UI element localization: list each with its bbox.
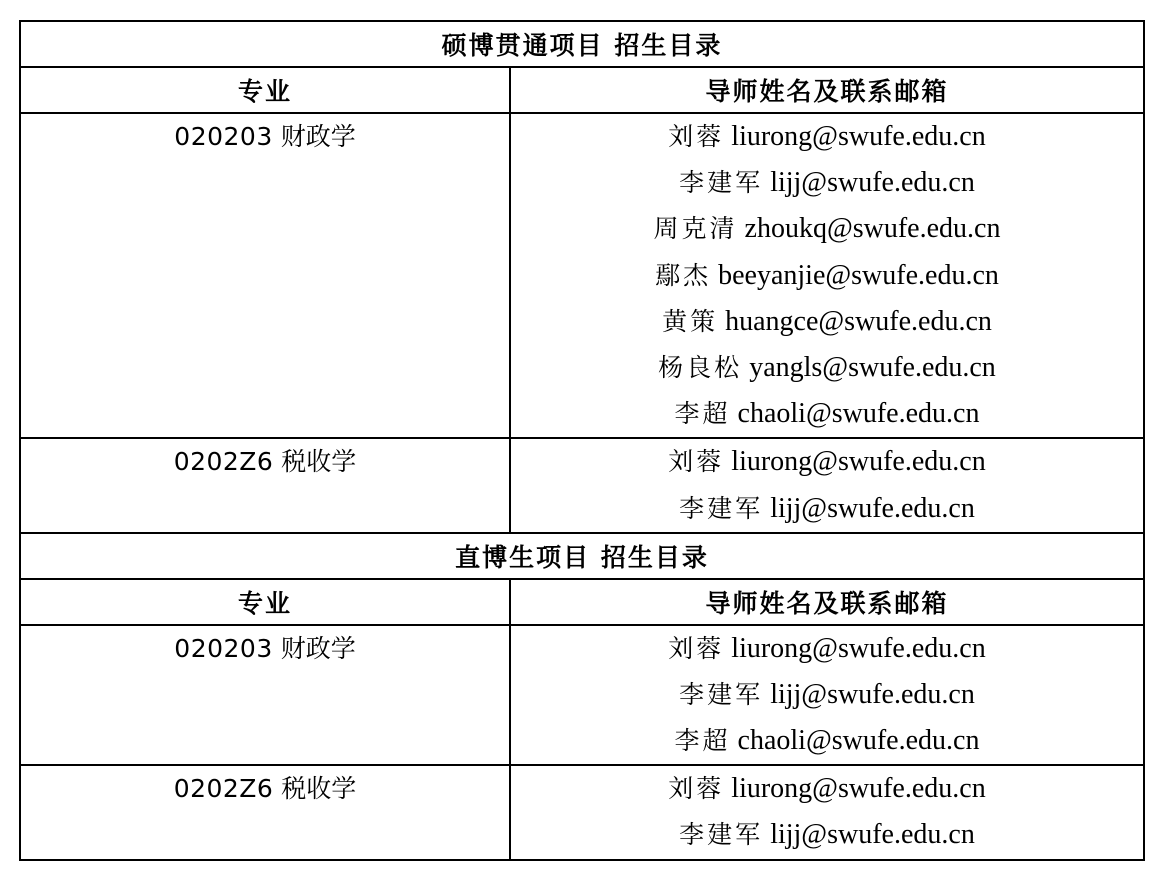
tutor-name: 黄策 [662, 306, 719, 336]
tutor-name: 杨良松 [658, 352, 743, 382]
tutor-name: 李建军 [679, 168, 764, 198]
tutor-name: 李超 [674, 399, 731, 429]
tutor-entry [511, 626, 1143, 672]
major-code: 0202Z6 [173, 447, 274, 477]
tutor-name: 刘蓉 [668, 774, 725, 804]
tutor-email-link[interactable]: chaoli@swufe.edu.cn [737, 398, 980, 430]
tutor-entry [511, 766, 1143, 812]
table-row [20, 765, 1144, 859]
major-column-header: 专业 [20, 579, 510, 625]
tutor-email-link[interactable]: liurong@swufe.edu.cn [731, 446, 986, 478]
tutors-column-header: 导师姓名及联系邮箱 [510, 579, 1144, 625]
tutor-email-link[interactable]: zhoukq@swufe.edu.cn [744, 213, 1001, 245]
tutor-email-link[interactable]: lijj@swufe.edu.cn [770, 819, 975, 851]
tutors-cell [510, 765, 1144, 859]
major-cell [20, 113, 510, 438]
tutor-entry [511, 812, 1143, 858]
tutor-name: 刘蓉 [668, 122, 725, 151]
tutor-entry [511, 718, 1143, 764]
tutors-cell [510, 625, 1144, 766]
major-column-header: 专业 [20, 67, 510, 113]
major-cell [20, 765, 510, 859]
tutor-entry [511, 345, 1143, 391]
tutor-email-link[interactable]: chaoli@swufe.edu.cn [737, 725, 980, 757]
major-name: 财政学 [280, 122, 356, 151]
tutor-email-link[interactable]: liurong@swufe.edu.cn [731, 121, 986, 152]
section-title: 直博生项目 招生目录 [20, 533, 1144, 579]
column-header-row [20, 67, 1144, 113]
table-row [20, 113, 1144, 438]
tutor-email-link[interactable]: lijj@swufe.edu.cn [770, 492, 975, 524]
tutor-entry [511, 253, 1143, 299]
tutor-entry [511, 299, 1143, 345]
major-cell [20, 625, 510, 766]
major-code: 020203 [174, 122, 273, 151]
tutor-name: 刘蓉 [668, 447, 725, 477]
tutor-email-link[interactable]: huangce@swufe.edu.cn [725, 305, 992, 337]
tutor-email-link[interactable]: yangls@swufe.edu.cn [749, 351, 996, 383]
table-row [20, 625, 1144, 766]
major-code: 0202Z6 [173, 774, 274, 804]
section-title-row [20, 533, 1144, 579]
tutor-list [511, 766, 1143, 858]
tutor-list [511, 114, 1143, 437]
enrollment-catalog-table [19, 20, 1145, 861]
major-name: 财政学 [280, 633, 356, 663]
tutor-entry [511, 206, 1143, 252]
tutors-cell [510, 438, 1144, 532]
table-row [20, 438, 1144, 532]
tutor-name: 李建军 [679, 679, 764, 709]
tutor-list [511, 626, 1143, 765]
section-title-row [20, 21, 1144, 67]
tutor-entry [511, 160, 1143, 206]
tutor-name: 周克清 [653, 214, 738, 244]
tutor-list [511, 439, 1143, 531]
tutor-email-link[interactable]: beeyanjie@swufe.edu.cn [718, 259, 999, 291]
tutor-name: 鄢杰 [655, 260, 712, 290]
major-cell [20, 438, 510, 532]
tutor-email-link[interactable]: liurong@swufe.edu.cn [731, 773, 986, 805]
major-name: 税收学 [281, 447, 357, 477]
tutor-name: 李超 [674, 726, 731, 756]
tutors-cell [510, 113, 1144, 438]
tutor-entry [511, 114, 1143, 160]
tutor-entry [511, 391, 1143, 437]
tutor-name: 刘蓉 [668, 633, 725, 663]
major-code: 020203 [174, 633, 273, 663]
tutor-email-link[interactable]: lijj@swufe.edu.cn [770, 167, 975, 199]
section-title: 硕博贯通项目 招生目录 [20, 21, 1144, 67]
table-body [20, 21, 1144, 860]
tutor-email-link[interactable]: lijj@swufe.edu.cn [770, 678, 975, 710]
tutor-name: 李建军 [679, 820, 764, 850]
major-name: 税收学 [281, 774, 357, 804]
tutor-entry [511, 672, 1143, 718]
tutor-name: 李建军 [679, 493, 764, 523]
tutor-entry [511, 439, 1143, 485]
tutors-column-header: 导师姓名及联系邮箱 [510, 67, 1144, 113]
tutor-entry [511, 486, 1143, 532]
column-header-row [20, 579, 1144, 625]
tutor-email-link[interactable]: liurong@swufe.edu.cn [731, 632, 986, 664]
